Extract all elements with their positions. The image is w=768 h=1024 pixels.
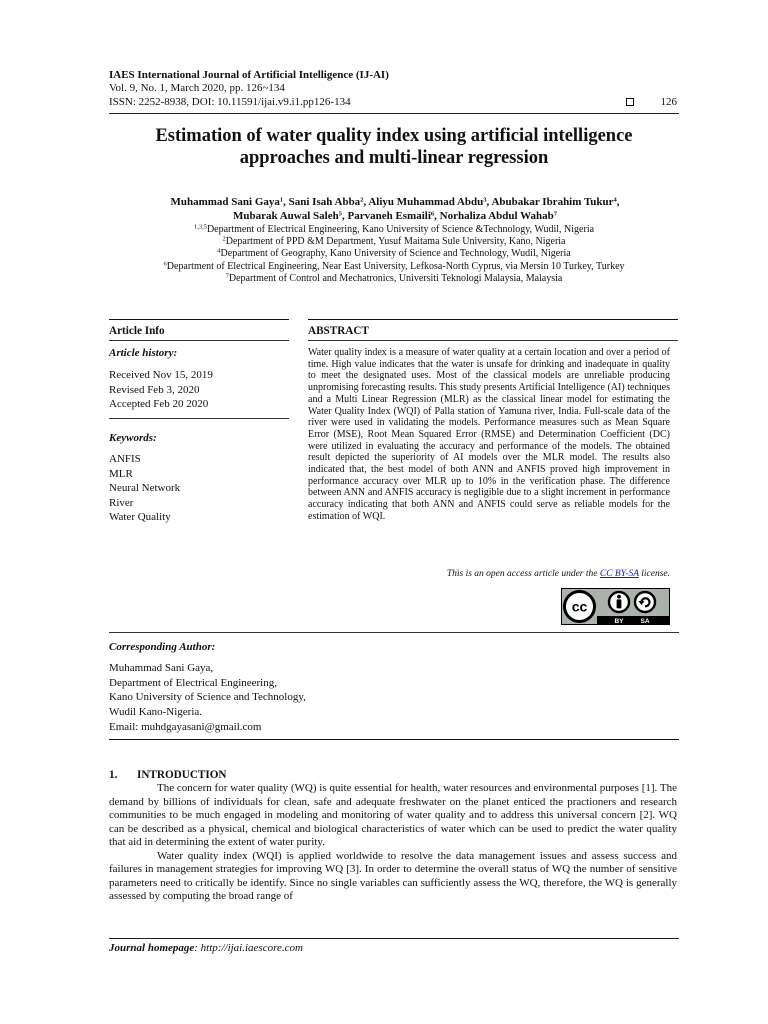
paper-title bbox=[109, 125, 679, 169]
affiliation-text: Department of Control and Mechatronics, Universiti Teknologi Malaysia, Malaysia bbox=[228, 272, 563, 284]
author-list: Muhammad Sani Gaya$^1$, Sani Isah Abba$^2$, Aliyu Muhammad Abdu$^3$, Abubakar Ibrahim Tukur$^4$, Mubarak Auwal Saleh$^5$, Parvaneh Esmaili$^6$, Norhaliza Abdul Wahab$^7$ bbox=[170, 196, 620, 222]
author-sup: 7 bbox=[553, 210, 558, 218]
article-history bbox=[109, 368, 213, 412]
affiliation-item bbox=[96, 248, 692, 260]
square-icon bbox=[626, 98, 634, 106]
affiliation-sup: 4 bbox=[217, 247, 221, 255]
open-access-notice bbox=[300, 569, 670, 579]
affiliation-item bbox=[96, 261, 692, 273]
introduction-heading bbox=[109, 769, 227, 781]
corresponding-author-details bbox=[109, 661, 306, 735]
abstract-top-rule bbox=[308, 319, 678, 320]
author-sup: 4 bbox=[613, 196, 617, 204]
author-name: Sani Isah Abba bbox=[288, 196, 361, 208]
svg-text:cc: cc bbox=[571, 598, 588, 615]
cc-by-sa-link[interactable]: CC BY-SA bbox=[599, 569, 639, 579]
affiliation-sup: 1,3,5 bbox=[193, 223, 207, 231]
journal-header bbox=[109, 69, 679, 109]
corresponding-top-rule bbox=[109, 632, 679, 633]
author-sup: 1 bbox=[279, 196, 284, 204]
header-rule bbox=[109, 113, 679, 114]
cc-logo-icon bbox=[565, 592, 595, 622]
article-info-sub-rule bbox=[109, 340, 289, 341]
journal-volume: Vol. 9, No. 1, March 2020, pp. 126~134 bbox=[109, 82, 285, 95]
section-number: 1. bbox=[109, 769, 118, 781]
cc-sa-label: SA bbox=[640, 618, 650, 625]
intro-paragraph: Water quality index (WQI) is applied worldwide to resolve the data management issues and assess success and failures in management strategies for improving WQ [3]. In order to determine the overall status of WQ the number of sensitive parameters need to critically be identify. Since no single variables can sufficiently assess the WQ, therefore, the WQ is generally assessed by computing the broad range of bbox=[109, 849, 677, 902]
author-name: Abubakar Ibrahim Tukur bbox=[491, 196, 614, 208]
affiliation-item bbox=[96, 224, 692, 236]
abstract-sub-rule bbox=[308, 340, 678, 341]
footer-label: Journal homepage bbox=[109, 942, 195, 954]
author-name: Aliyu Muhammad Abdu bbox=[368, 196, 484, 208]
footer-rule bbox=[109, 938, 679, 939]
footer-url[interactable]: : http://ijai.iaescore.com bbox=[194, 942, 303, 954]
affiliation-item bbox=[96, 273, 692, 285]
page-number: 126 bbox=[660, 95, 677, 108]
journal-issn-doi: ISSN: 2252-8938, DOI: 10.11591/ijai.v9.i1.pp126-134 bbox=[109, 95, 351, 108]
intro-paragraph: The concern for water quality (WQ) is quite essential for health, water resources and environmental purposes [1]. The demand by billions of individuals for clean, safe and adequate freshwater on the planet enticed the practioners and research communities to be much engaged in modeling and monitoring of water quality and to address this universal concern [2]. WQ can be described as a physical, chemical and biological characteristics of water which can be used to predict the water quality that aid in determining the extent of water purity. bbox=[109, 782, 677, 848]
affiliation-text: Department of PPD &M Department, Yusuf Maitama Sule University, Kano, Nigeria bbox=[225, 236, 566, 248]
history-rule bbox=[109, 418, 289, 419]
author-sup: 3 bbox=[483, 196, 487, 204]
article-history-label: Article history: bbox=[109, 347, 178, 359]
corresponding-line: Muhammad Sani Gaya, bbox=[109, 662, 214, 674]
author-name: Mubarak Auwal Saleh bbox=[232, 210, 339, 222]
sharealike-icon bbox=[635, 592, 655, 612]
corresponding-email: Email: muhdgayasani@gmail.com bbox=[109, 720, 262, 733]
abstract-heading: ABSTRACT bbox=[308, 325, 369, 337]
keyword-item: MLR bbox=[109, 467, 133, 480]
corresponding-line: Wudil Kano-Nigeria. bbox=[109, 706, 203, 719]
affiliation-text: Department of Electrical Engineering, Kano University of Science &Technology, Wudil, Nigeria bbox=[206, 224, 595, 235]
affiliation-text: Department of Geography, Kano University of Science and Technology, Wudil, Nigeria bbox=[220, 248, 571, 260]
keyword-item: Water Quality bbox=[109, 511, 171, 524]
keyword-list bbox=[109, 452, 180, 525]
keyword-item: River bbox=[109, 496, 134, 509]
affiliation-text: Department of Electrical Engineering, Near East University, Lefkosa-North Cyprus, via Mersin 10 Turkey, Turkey bbox=[166, 260, 625, 272]
author-name: Muhammad Sani Gaya bbox=[170, 196, 280, 208]
affiliation-sup: 7 bbox=[225, 272, 229, 280]
open-access-suffix: license. bbox=[638, 569, 670, 579]
section-title: INTRODUCTION bbox=[137, 769, 227, 781]
introduction-body bbox=[109, 782, 677, 904]
accepted-date: Accepted Feb 20 2020 bbox=[109, 398, 209, 411]
corresponding-line: Department of Electrical Engineering, bbox=[109, 676, 277, 689]
article-info-top-rule bbox=[109, 319, 289, 320]
author-name: Norhaliza Abdul Wahab bbox=[439, 210, 554, 222]
corresponding-line: Kano University of Science and Technology, bbox=[109, 691, 306, 704]
title-line-2: approaches and multi-linear regression bbox=[239, 148, 549, 168]
article-info-heading: Article Info bbox=[109, 325, 165, 337]
cc-badge-band bbox=[597, 616, 669, 625]
author-name: Parvaneh Esmaili bbox=[347, 210, 431, 222]
attribution-person-icon bbox=[609, 592, 629, 612]
journal-name: IAES International Journal of Artificial Intelligence (IJ-AI) bbox=[109, 69, 389, 81]
keyword-item: ANFIS bbox=[109, 453, 141, 465]
author-sup: 5 bbox=[338, 210, 342, 218]
journal-homepage-footer bbox=[109, 942, 303, 954]
corresponding-author-label: Corresponding Author: bbox=[109, 641, 216, 653]
abstract-text: Water quality index is a measure of water quality at a certain location and over a period of time. High value indicates that the water is unsafe for drinking and inadequate in quality to meet the designated uses. Most of the classical models are unreliable producing unpromising forecasting results. This study presents Artificial Intelligence (AI) techniques and a Multi Linear Regression (MLR) as the classical linear model for estimating the Water Quality Index (WQI) of Palla station of Yamuna river, India. Full-scale data of the river were used in validating the models. Performance measures such as Mean Square Error (MSE), Root Mean Squared Error (RMSE) and Determination Coefficient (DC) were utilized in evaluating the accuracy and performance of the models. The obtained result depicted the superiority of AI models over the MLR model. The results also indicated that, the best model of both ANN and ANFIS proved high improvement in performance accuracy over MLR up to 10% in the verification phase. The difference between ANN and ANFIS accuracy is negligible due to a slight increment in performance accuracy indicating that both ANN and ANFIS could serve as reliable models for the estimation of WQI. bbox=[308, 347, 670, 522]
affiliation-sup: 2 bbox=[222, 235, 226, 243]
author-sup: 2 bbox=[360, 196, 364, 204]
revised-date: Revised Feb 3, 2020 bbox=[109, 383, 200, 396]
affiliation-list bbox=[96, 224, 692, 285]
title-line-1: Estimation of water quality index using artificial intelligence bbox=[155, 126, 633, 146]
corresponding-bottom-rule bbox=[109, 739, 679, 740]
keywords-label: Keywords: bbox=[109, 432, 157, 444]
author-sup: 6 bbox=[430, 210, 435, 218]
received-date: Received Nov 15, 2019 bbox=[109, 369, 213, 381]
open-access-prefix: This is an open access article under the bbox=[446, 569, 600, 579]
cc-by-sa-badge[interactable] bbox=[561, 588, 670, 625]
affiliation-sup: 6 bbox=[163, 260, 167, 268]
cc-by-label: BY bbox=[614, 618, 624, 625]
keyword-item: Neural Network bbox=[109, 482, 181, 495]
affiliation-item bbox=[96, 236, 692, 248]
